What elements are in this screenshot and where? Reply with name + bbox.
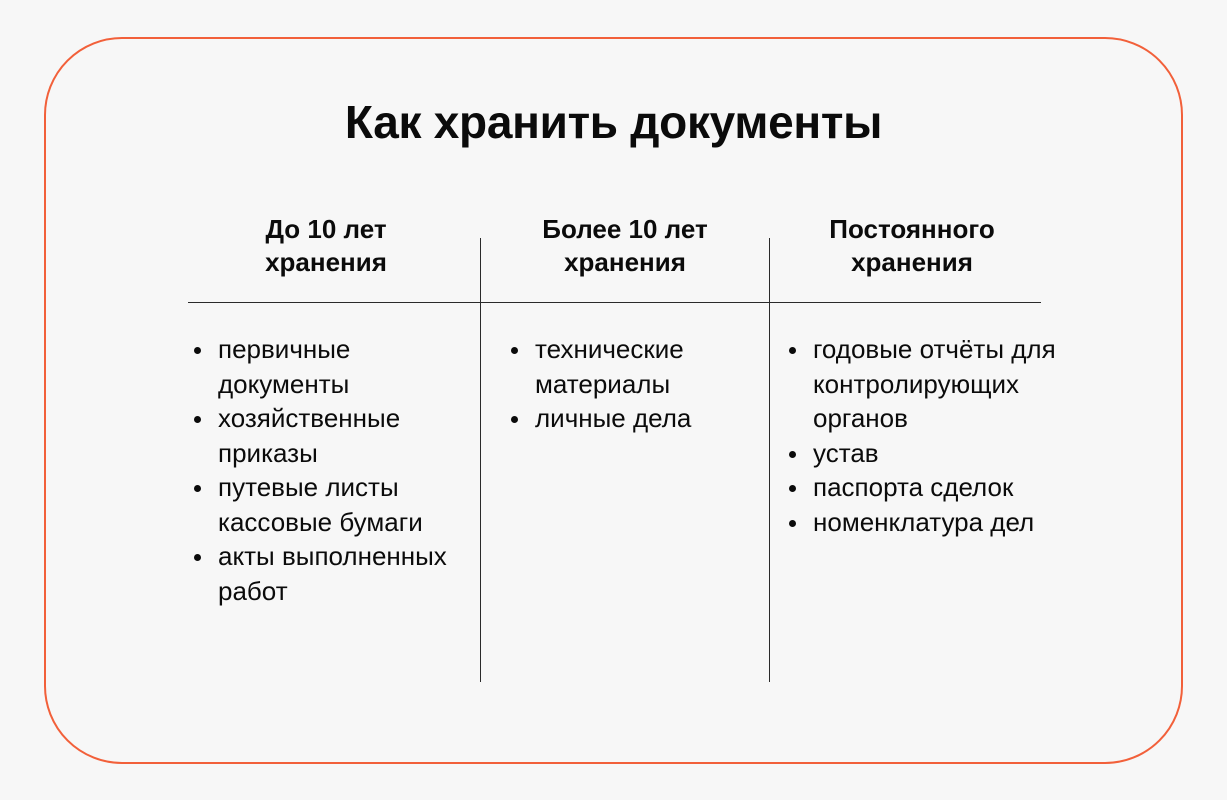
list-item: номенклатура дел (785, 505, 1085, 540)
list-up-to-10-years (190, 332, 475, 608)
list-item: акты выполненных работ (190, 539, 475, 608)
list-item: годовые отчёты для контролирующих органов (785, 332, 1085, 436)
header-divider (188, 302, 1041, 303)
column-header-permanent: Постоянного хранения (829, 214, 995, 277)
column-header-up-to-10-years: До 10 лет хранения (265, 214, 387, 277)
column-divider-2 (769, 238, 770, 682)
list-item: хозяйственные приказы (190, 401, 475, 470)
list-item: первичные документы (190, 332, 475, 401)
list-item: устав (785, 436, 1085, 471)
list-item: личные дела (507, 401, 762, 436)
column-divider-1 (480, 238, 481, 682)
list-item: паспорта сделок (785, 470, 1085, 505)
list-over-10-years (507, 332, 762, 436)
list-permanent (785, 332, 1085, 539)
diagram-title: Как хранить документы (344, 96, 883, 148)
column-header-over-10-years: Более 10 лет хранения (542, 214, 708, 277)
list-item: технические материалы (507, 332, 762, 401)
list-item: путевые листы кассовые бумаги (190, 470, 475, 539)
